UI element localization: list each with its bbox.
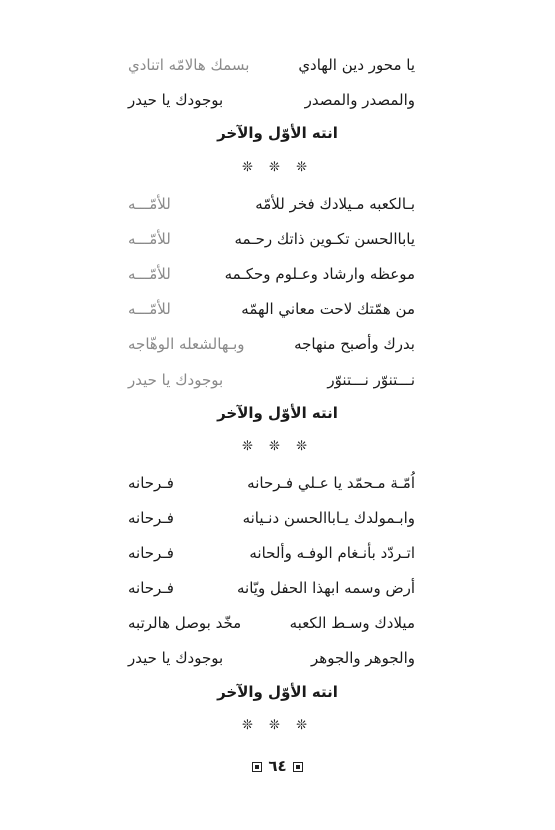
verse-hemistich-right: اُمّـة مـحمّد يا عـلي فـرحانه: [247, 474, 415, 492]
refrain: انته الأوّل والآخر: [217, 683, 338, 701]
verse-hemistich-right: بدرك وأصبح منهاجه: [294, 335, 415, 353]
verse-hemistich-right: والمصدر والمصدر: [304, 91, 415, 109]
verse-hemistich-right: أرض وسمه ابهذا الحفل ويّانه: [236, 579, 415, 597]
verse-hemistich-left: بوجودك يا حيدر: [128, 91, 224, 109]
refrain: انته الأوّل والآخر: [217, 124, 338, 142]
verse-hemistich-left: للأمّـــه: [128, 265, 171, 283]
verse-hemistich-right: موعظه وارشاد وعـلوم وحكـمه: [224, 265, 415, 283]
refrain: انته الأوّل والآخر: [217, 404, 338, 422]
verse-hemistich-right: بـالكعبه مـيلادك فخر للأمّه: [255, 195, 415, 213]
verse-hemistich-left: فـرحانه: [128, 509, 174, 527]
page-number: ٦٤: [268, 757, 287, 775]
verse-hemistich-left: بوجودك يا حيدر: [128, 649, 224, 667]
verse-hemistich-right: يا محور دين الهادي: [298, 56, 415, 74]
stanza-separator: ❊ ❊ ❊: [242, 439, 313, 454]
verse-hemistich-right: نـــتنوّر نـــتنوّر: [327, 371, 415, 389]
verse-hemistich-left: فـرحانه: [128, 579, 174, 597]
verse-hemistich-left: فـرحانه: [128, 474, 174, 492]
stanza-separator: ❊ ❊ ❊: [242, 160, 313, 175]
verse-hemistich-left: فـرحانه: [128, 544, 174, 562]
verse-hemistich-left: مخّد بوصل هالرتبه: [128, 614, 242, 632]
verse-hemistich-left: بسمك هالامّه اتنادي: [128, 56, 250, 74]
page-number-footer: [0, 756, 555, 776]
verse-hemistich-right: اتـردّد بأنـغام الوفـه وألحانه: [249, 544, 415, 562]
verse-hemistich-left: وبـهالشعله الوهّاجه: [128, 335, 245, 353]
stanza-separator: ❊ ❊ ❊: [242, 718, 313, 733]
verse-hemistich-left: للأمّـــه: [128, 300, 171, 318]
verse-hemistich-left: للأمّـــه: [128, 195, 171, 213]
verse-hemistich-right: ميلادك وسـط الكعبه: [289, 614, 415, 632]
verse-hemistich-left: بوجودك يا حيدر: [128, 371, 224, 389]
verse-hemistich-right: وابـمولدك يـاباالحسن دنـيانه: [242, 509, 415, 527]
verse-hemistich-right: والجوهر والجوهر: [311, 649, 415, 667]
verse-hemistich-right: ياباالحسن تكـوين ذاتك رحـمه: [234, 230, 415, 248]
square-ornament-icon: [252, 762, 262, 772]
square-ornament-icon: [293, 762, 303, 772]
verse-hemistich-right: من همّتك لاحت معاني الهمّه: [241, 300, 415, 318]
verse-hemistich-left: للأمّـــه: [128, 230, 171, 248]
